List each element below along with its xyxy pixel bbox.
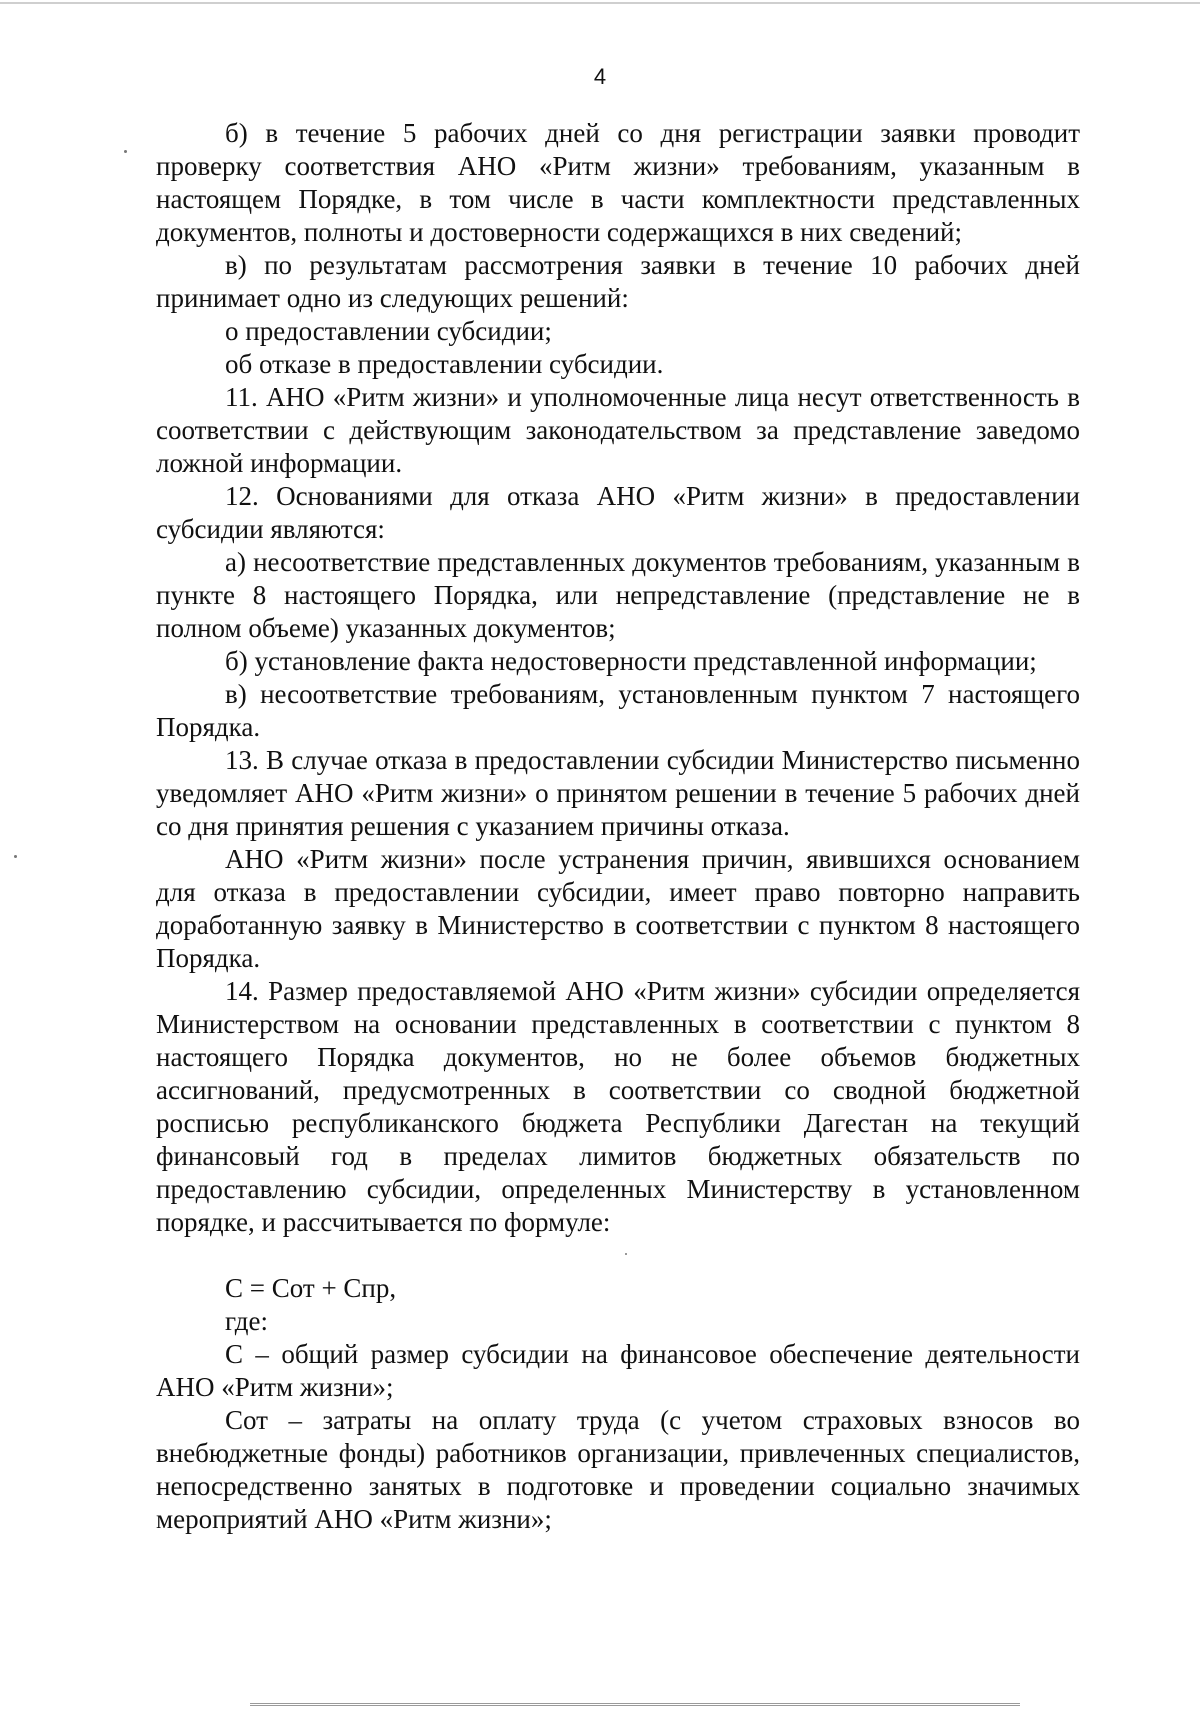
paragraph-10v: в) по результатам рассмотрения заявки в течение 10 рабочих дней принимает одно из следующих решений: [156, 250, 1080, 313]
paragraph-12b: б) установление факта недостоверности представленной информации; [225, 646, 1037, 676]
formula-def-c: C – общий размер субсидии на финансовое обеспечение деятельности АНО «Ритм жизни»; [156, 1339, 1080, 1402]
formula-where: где: [225, 1306, 268, 1336]
document-body [156, 117, 1080, 1536]
paragraph-decision-refuse: об отказе в предоставлении субсидии. [225, 349, 664, 379]
page-number: 4 [593, 64, 607, 89]
paragraph-13: 13. В случае отказа в предоставлении субсидии Министерство письменно уведомляет АНО «Ритм жизни» о принятом решении в течение 5 рабочих дней со дня принятия решения с указанием причины отказа. [156, 745, 1080, 841]
paragraph-12a: а) несоответствие представленных документов требованиям, указанным в пункте 8 настоящего Порядка, или непредставление (представление не в полном объеме) указанных документов; [156, 547, 1080, 643]
formula: C = Cот + Cпр, [225, 1273, 397, 1303]
paragraph-12v: в) несоответствие требованиям, установленным пунктом 7 настоящего Порядка. [156, 679, 1080, 742]
paragraph-decision-grant: о предоставлении субсидии; [225, 316, 552, 346]
formula-def-cot: Cот – затраты на оплату труда (с учетом страховых взносов во внебюджетные фонды) работников организации, привлеченных специалистов, непосредственно занятых в подготовке и проведении социально значимых мероприятий АНО «Ритм жизни»; [156, 1405, 1080, 1534]
paragraph-11: 11. АНО «Ритм жизни» и уполномоченные лица несут ответственность в соответствии с действующим законодательством за представление заведомо ложной информации. [156, 382, 1080, 478]
scan-speck [124, 150, 127, 153]
scan-bottom-edge [250, 1703, 1020, 1706]
scan-top-edge [0, 2, 1200, 4]
scan-speck [625, 1253, 627, 1255]
paragraph-12: 12. Основаниями для отказа АНО «Ритм жизни» в предоставлении субсидии являются: [156, 481, 1080, 544]
paragraph-13-resubmit: АНО «Ритм жизни» после устранения причин, явившихся основанием для отказа в предоставлении субсидии, имеет право повторно направить доработанную заявку в Министерство в соответствии с пунктом 8 настоящего Порядка. [156, 844, 1080, 973]
scan-speck [14, 855, 17, 858]
paragraph-10b: б) в течение 5 рабочих дней со дня регистрации заявки проводит проверку соответствия АНО «Ритм жизни» требованиям, указанным в настоящем Порядке, в том числе в части комплектности представленных документов, полноты и достоверности содержащихся в них сведений; [156, 118, 1080, 247]
paragraph-14: 14. Размер предоставляемой АНО «Ритм жизни» субсидии определяется Министерством на основании представленных в соответствии с пунктом 8 настоящего Порядка документов, но не более объемов бюджетных ассигнований, предусмотренных в соответствии со сводной бюджетной росписью республиканского бюджета Республики Дагестан на текущий финансовый год в пределах лимитов бюджетных обязательств по предоставлению субсидии, определенных Министерству в установленном порядке, и рассчитывается по формуле: [156, 976, 1080, 1237]
